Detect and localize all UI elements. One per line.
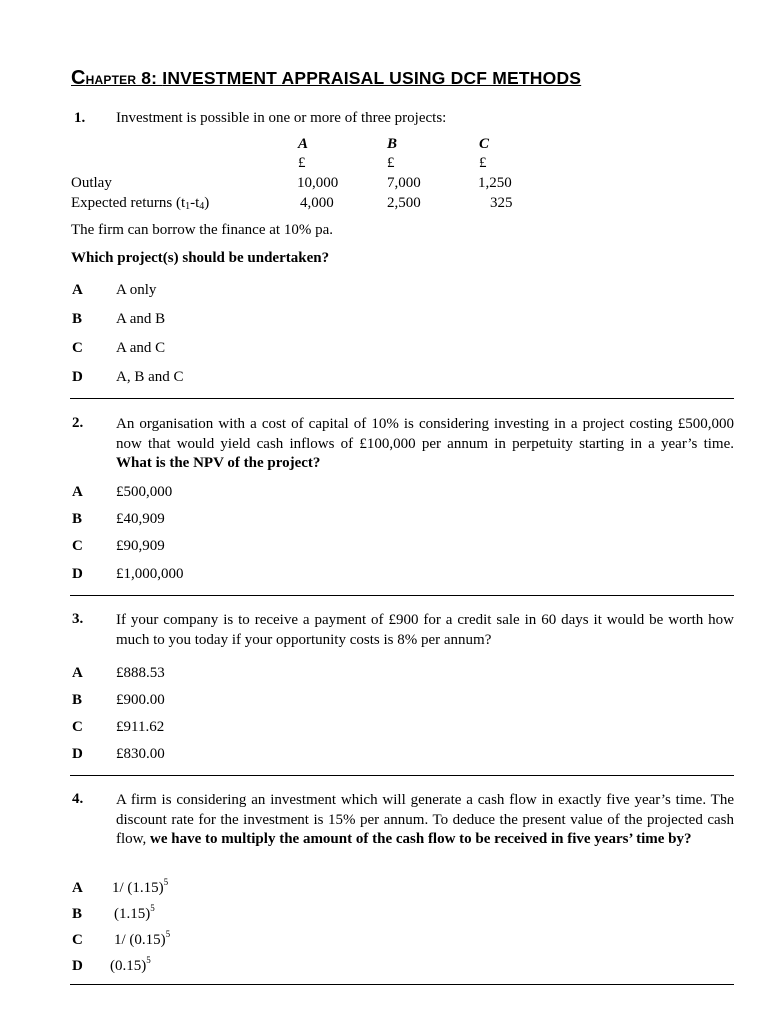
q1-option-letter: A	[72, 282, 83, 298]
q3-option-b[interactable]: £900.00	[116, 692, 165, 708]
divider	[70, 775, 734, 776]
table-header-c: C	[479, 136, 490, 152]
chapter-title: Chapter 8: INVESTMENT APPRAISAL USING DCF METHODS	[71, 67, 582, 89]
table-header-b: B	[387, 136, 398, 152]
q1-option-letter: D	[72, 369, 83, 385]
q4-option-letter: B	[72, 906, 83, 922]
q4-option-letter: D	[72, 958, 83, 974]
q2-option-letter: B	[72, 511, 83, 527]
table-cell: 10,000	[297, 175, 339, 191]
table-cell: 7,000	[387, 175, 421, 191]
q1-option-a[interactable]: A only	[116, 282, 157, 298]
q1-stem: Investment is possible in one or more of three projects:	[116, 110, 447, 126]
q4-option-c[interactable]: 1/ $(0.15)^5$	[114, 929, 171, 948]
q4-option-a[interactable]: 1/ $(1.15)^5$	[112, 877, 169, 896]
q3-option-c[interactable]: £911.62	[116, 719, 165, 735]
q3-stem: If your company is to receive a payment of £900 for a credit sale in 60 days it would be worth how much to you today if your opportunity costs is 8% per annum?	[116, 612, 734, 648]
table-row-label: Expected returns $(t_1-t_4)$	[71, 195, 210, 212]
table-currency-c: £	[479, 155, 487, 171]
q4-option-letter: A	[72, 880, 83, 896]
q2-option-c[interactable]: £90,909	[116, 538, 165, 554]
table-row-label: Outlay	[71, 175, 112, 191]
q3-option-a[interactable]: £888.53	[116, 665, 165, 681]
q3-option-letter: A	[72, 665, 83, 681]
table-header-a: A	[298, 136, 309, 152]
q2-number: 2.	[72, 415, 84, 431]
q3-option-letter: C	[72, 719, 83, 735]
q2-option-letter: C	[72, 538, 83, 554]
q1-question: Which project(s) should be undertaken?	[71, 250, 330, 266]
q3-number: 3.	[72, 611, 84, 627]
q3-option-letter: B	[72, 692, 83, 708]
q4-stem: A firm is considering an investment which will generate a cash flow in exactly five year’s time. The discount rate for the investment is 15% per annum. To deduce the present value of the projected cash flow, we have to multiply the amount of the cash flow to be received in five years’ time by?	[116, 792, 734, 847]
q3-option-letter: D	[72, 746, 83, 762]
q2-option-letter: D	[72, 566, 83, 582]
table-cell: 2,500	[387, 195, 421, 211]
table-cell: 325	[490, 195, 513, 211]
q1-number: 1.	[74, 110, 86, 126]
divider	[70, 398, 734, 399]
q3-option-d[interactable]: £830.00	[116, 746, 165, 762]
q2-option-d[interactable]: £1,000,000	[116, 566, 184, 582]
q2-option-a[interactable]: £500,000	[116, 484, 173, 500]
q4-option-b[interactable]: $(1.15)^5$	[114, 903, 155, 922]
q1-note: The firm can borrow the finance at 10% pa.	[71, 222, 333, 238]
divider	[70, 595, 734, 596]
q2-option-b[interactable]: £40,909	[116, 511, 165, 527]
q1-option-b[interactable]: A and B	[116, 311, 166, 327]
table-cell: 1,250	[478, 175, 512, 191]
q4-option-d[interactable]: $(0.15)^5$	[110, 955, 151, 974]
q2-stem: An organisation with a cost of capital of 10% is considering investing in a project costing £500,000 now that would yield cash inflows of £100,000 per annum in perpetuity starting in a year’s time. What is the NPV of the project?	[116, 416, 734, 471]
table-currency-b: £	[387, 155, 395, 171]
q4-option-letter: C	[72, 932, 83, 948]
q1-option-c[interactable]: A and C	[116, 340, 166, 356]
q1-option-d[interactable]: A, B and C	[116, 369, 184, 385]
table-cell: 4,000	[300, 195, 334, 211]
q4-number: 4.	[72, 791, 84, 807]
q1-option-letter: B	[72, 311, 83, 327]
divider	[70, 984, 734, 985]
table-currency-a: £	[298, 155, 306, 171]
q1-option-letter: C	[72, 340, 83, 356]
q2-option-letter: A	[72, 484, 83, 500]
